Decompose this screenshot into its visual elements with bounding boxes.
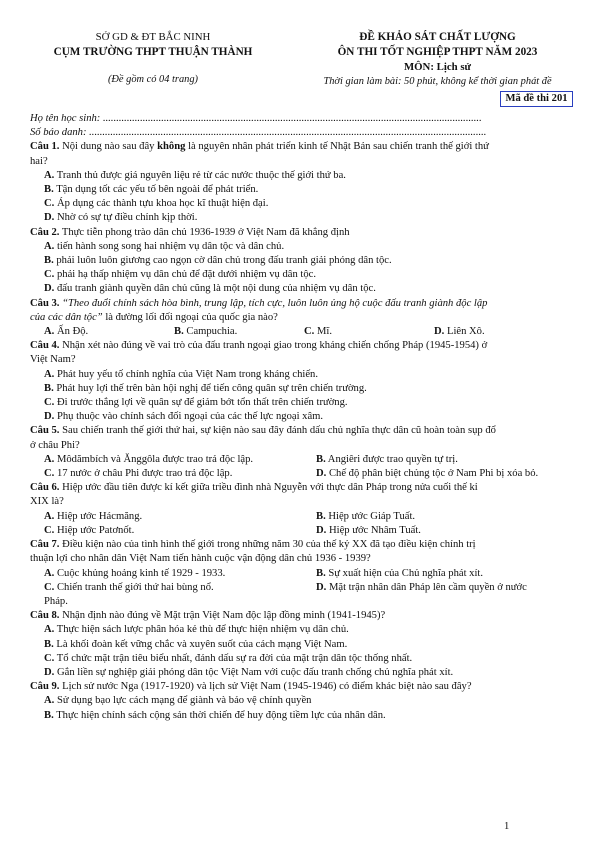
question-number: Câu 1.: [30, 141, 60, 153]
exam-content: [30, 112, 575, 723]
option-d[interactable]: [302, 581, 574, 595]
option-text: Thực hiện sách lược phân hóa kẻ thù để thực hiện nhiệm vụ dân chủ.: [56, 624, 349, 636]
option-label: C.: [44, 269, 55, 281]
option-text: phải luôn luôn giương cao ngọn cờ dân chủ trong đấu tranh giải phóng dân tộc.: [56, 255, 392, 267]
question-text: XIX là?: [30, 496, 64, 508]
option-label: A.: [44, 624, 55, 636]
question-text: Lịch sử nước Nga (1917-1920) và lịch sử Việt Nam (1945-1946) có điểm khác biệt nào sau đây?: [62, 681, 472, 693]
question-number: Câu 6.: [30, 482, 60, 494]
option-text: Mặt trận nhân dân Pháp lên cầm quyền ở nước: [328, 581, 527, 593]
option-label: B.: [44, 709, 54, 721]
option-label: A.: [44, 695, 55, 707]
question-number: Câu 9.: [30, 681, 60, 693]
option-label: C.: [44, 581, 55, 593]
option-d[interactable]: [434, 325, 564, 339]
subject-label: MÔN: Lịch sử: [403, 61, 472, 73]
option-c[interactable]: [304, 325, 434, 339]
option-label: A.: [44, 326, 55, 338]
option-text: Phát huy lợi thế trên bàn hội nghị để tiến công quân sự trên chiến trường.: [56, 382, 367, 394]
option-d-continuation: Pháp.: [44, 595, 68, 607]
exam-title: ĐỀ KHẢO SÁT CHẤT LƯỢNG: [359, 31, 516, 43]
option-label: D.: [316, 581, 327, 593]
question-number: Câu 5.: [30, 425, 60, 437]
option-text: Tận dụng tốt các yếu tố bên ngoài để phát triển.: [56, 184, 259, 196]
option-label: C.: [44, 524, 55, 536]
option-b[interactable]: [302, 567, 574, 581]
option-label: B.: [174, 326, 184, 338]
question-text: Nhận xét nào đúng về vai trò của đấu tranh ngoại giao trong kháng chiến chống Pháp (1945-1954) ở: [62, 340, 488, 352]
question-text: Hiệp ước đầu tiên được kí kết giữa triều đình nhà Nguyễn với thực dân Pháp trong nửa cuối thế kỉ: [62, 482, 478, 494]
option-label: C.: [44, 468, 55, 480]
option-c[interactable]: [30, 524, 302, 538]
option-text: Đi trước thắng lợi về quân sự để giảm bớt tổn thất trên chiến trường.: [56, 397, 348, 409]
option-b[interactable]: [302, 510, 574, 524]
option-c[interactable]: [30, 268, 575, 282]
school-cluster-name: CỤM TRƯỜNG THPT THUẬN THÀNH: [53, 46, 253, 58]
option-text: Môdămbích và Ănggôla được trao trả độc lập.: [56, 453, 254, 465]
option-c[interactable]: [30, 467, 302, 481]
question-text: thuận lợi cho nhân dân Việt Nam tiến hành cuộc vận động dân chủ 1936 - 1939?: [30, 553, 371, 565]
option-label: A.: [44, 240, 55, 252]
exam-code-box: Mã đề thi 201: [500, 91, 573, 107]
option-c[interactable]: [30, 396, 575, 410]
option-b[interactable]: [30, 709, 575, 723]
option-label: A.: [44, 368, 55, 380]
option-label: C.: [44, 198, 55, 210]
options-row: [30, 467, 575, 481]
option-a[interactable]: [30, 567, 302, 581]
question-text: Sau chiến tranh thế giới thứ hai, sự kiện nào sau đây đánh dấu chủ nghĩa thực dân cũ hoàn toàn sụp đổ: [62, 425, 496, 437]
question-2: [30, 226, 575, 240]
option-d[interactable]: [30, 211, 575, 225]
option-text: Tranh thủ được giá nguyên liệu rẻ từ các nước thuộc thế giới thứ ba.: [56, 169, 346, 181]
option-label: A.: [44, 510, 55, 522]
option-label: B.: [44, 382, 54, 394]
header-right: [290, 30, 585, 89]
option-label: B.: [44, 638, 54, 650]
question-3: [30, 297, 575, 325]
option-text: Tổ chức mặt trận tiêu biểu nhất, đánh dấu sự ra đời của mặt trận dân tộc thống nhất.: [56, 652, 413, 664]
question-text: ở châu Phi?: [30, 439, 80, 451]
option-b[interactable]: [302, 453, 574, 467]
option-text: Hiệp ước Patơnốt.: [56, 524, 135, 536]
question-text: Nội dung nào sau đây: [62, 141, 155, 153]
student-name-label: Họ tên học sinh:: [30, 113, 101, 124]
options-row: [30, 567, 575, 581]
option-label: C.: [304, 326, 315, 338]
options-row: [30, 453, 575, 467]
student-name-line: [30, 112, 575, 126]
question-text: là đường lối đối ngoại của quốc gia nào?: [105, 311, 278, 323]
option-text: Hiệp ước Hácmăng.: [56, 510, 143, 522]
option-text: Angiêri được trao quyền tự trị.: [327, 453, 458, 465]
option-label: B.: [316, 453, 326, 465]
option-text: Campuchia.: [186, 326, 238, 338]
option-text: phải hạ thấp nhiệm vụ dân chủ để đặt dưới nhiệm vụ dân tộc.: [56, 269, 317, 281]
option-label: C.: [44, 652, 55, 664]
option-label: D.: [44, 411, 55, 423]
question-4: [30, 339, 575, 367]
question-text: là nguyên nhân phát triển kinh tế Nhật Bản sau chiến tranh thế giới thứ: [188, 141, 489, 153]
option-text: Hiệp ước Nhâm Tuất.: [328, 524, 421, 536]
question-number: Câu 4.: [30, 340, 60, 352]
question-text: Thực tiễn phong trào dân chủ 1936-1939 ở Việt Nam đã khẳng định: [61, 226, 350, 238]
option-c[interactable]: [30, 652, 575, 666]
option-text: Sử dụng bạo lực cách mạng để giành và bảo vệ chính quyền: [56, 695, 312, 707]
option-label: B.: [316, 510, 326, 522]
option-text: Sự xuất hiện của Chủ nghĩa phát xít.: [328, 567, 483, 579]
option-d[interactable]: [30, 666, 575, 680]
option-text: Áp dụng các thành tựu khoa học kĩ thuật hiện đại.: [56, 198, 269, 210]
option-b[interactable]: [30, 382, 575, 396]
option-text: Hiệp ước Giáp Tuất.: [328, 510, 416, 522]
department-name: SỞ GD & ĐT BẮC NINH: [95, 31, 211, 43]
page-count-note: (Đề gồm có 04 trang): [107, 74, 199, 85]
options-row: [30, 510, 575, 524]
exam-subtitle: ÔN THI TỐT NGHIỆP THPT NĂM 2023: [337, 46, 538, 58]
option-d[interactable]: [302, 524, 574, 538]
option-d[interactable]: [30, 410, 575, 424]
option-text: tiến hành song song hai nhiệm vụ dân tộc và dân chủ.: [56, 240, 285, 252]
question-text: Việt Nam?: [30, 354, 76, 366]
options-row: [30, 325, 575, 339]
header-left: [28, 30, 278, 87]
option-b[interactable]: [174, 325, 304, 339]
question-text: hai?: [30, 155, 48, 167]
question-keyword: không: [157, 141, 186, 153]
option-a[interactable]: [44, 325, 174, 339]
option-text: Nhờ có sự tự điều chỉnh kịp thời.: [56, 212, 198, 224]
option-label: A.: [44, 567, 55, 579]
option-text: Phụ thuộc vào chính sách đối ngoại của các thế lực ngoại xâm.: [56, 411, 324, 423]
option-label: D.: [316, 468, 327, 480]
candidate-number-line: [30, 126, 575, 140]
option-label: D.: [316, 524, 327, 536]
option-label: B.: [44, 184, 54, 196]
question-5: [30, 424, 575, 452]
option-c[interactable]: [30, 197, 575, 211]
option-label: D.: [44, 666, 55, 678]
question-9: [30, 680, 575, 694]
option-b[interactable]: [30, 254, 575, 268]
option-b[interactable]: [30, 183, 575, 197]
options-row: [30, 581, 575, 595]
exam-duration: Thời gian làm bài: 50 phút, không kể thời gian phát đề: [323, 76, 552, 87]
question-1: [30, 140, 575, 168]
option-text: Liên Xô.: [446, 326, 485, 338]
question-6: [30, 481, 575, 509]
option-label: C.: [44, 397, 55, 409]
option-a[interactable]: [30, 169, 575, 183]
option-text: Ấn Độ.: [56, 326, 89, 338]
question-text: Nhận định nào đúng về Mặt trận Việt Nam độc lập đồng minh (1941-1945)?: [62, 610, 386, 622]
option-text: 17 nước ở châu Phi được trao trả độc lập.: [56, 468, 233, 480]
question-number: Câu 3.: [30, 297, 60, 309]
candidate-number-label: Số báo danh:: [30, 127, 87, 139]
question-text: Điều kiện nào của tình hình thế giới trong những năm 30 của thế kỷ XX đã tạo điều kiện chính trị: [62, 539, 476, 551]
option-label: D.: [44, 212, 55, 224]
option-label: A.: [44, 453, 55, 465]
option-a[interactable]: [30, 453, 302, 467]
option-a[interactable]: [30, 694, 575, 708]
option-text: Gắn liền sự nghiệp giải phóng dân tộc Việt Nam với cuộc đấu tranh chống chủ nghĩa phát xít.: [56, 666, 454, 678]
option-label: B.: [316, 567, 326, 579]
option-c[interactable]: [30, 581, 302, 595]
question-quote: của các dân tộc”: [30, 311, 103, 323]
option-text: Chiến tranh thế giới thứ hai bùng nổ.: [56, 581, 214, 593]
options-row: [30, 524, 575, 538]
question-number: Câu 7.: [30, 539, 60, 551]
question-number: Câu 2.: [30, 226, 60, 238]
question-quote: “Theo đuổi chính sách hòa bình, trung lập, tích cực, luôn luôn ủng hộ cuộc đấu tranh giành độc lập: [62, 297, 488, 309]
page-number: 1: [504, 821, 510, 832]
option-a[interactable]: [30, 623, 575, 637]
option-d[interactable]: [302, 467, 574, 481]
option-a[interactable]: [30, 240, 575, 254]
option-a[interactable]: [30, 368, 575, 382]
option-text: đấu tranh giành quyền dân chủ cũng là một nội dung của nhiệm vụ dân tộc.: [56, 283, 376, 295]
option-text: Cuộc khủng hoảng kinh tế 1929 - 1933.: [56, 567, 226, 579]
option-a[interactable]: [30, 510, 302, 524]
option-label: B.: [44, 255, 54, 267]
option-d[interactable]: [30, 282, 575, 296]
question-8: [30, 609, 575, 623]
question-number: Câu 8.: [30, 610, 60, 622]
option-text: Là khối đoàn kết vững chắc và xuyên suốt của cách mạng Việt Nam.: [56, 638, 348, 650]
option-label: D.: [434, 326, 445, 338]
option-label: D.: [44, 283, 55, 295]
option-text: Thực hiện chính sách cộng sản thời chiến để huy động tiềm lực của nhân dân.: [56, 709, 386, 721]
candidate-number-field[interactable]: ......................................................................................................................................................: [89, 127, 487, 139]
option-text: Mĩ.: [316, 326, 332, 338]
option-b[interactable]: [30, 638, 575, 652]
student-name-field[interactable]: ...............................................................................................................................................: [102, 113, 482, 124]
question-7: [30, 538, 575, 566]
option-text: Phát huy yếu tố chính nghĩa của Việt Nam trong kháng chiến.: [56, 368, 318, 380]
option-label: A.: [44, 169, 55, 181]
option-text: Chế độ phân biệt chủng tộc ở Nam Phi bị xóa bỏ.: [328, 468, 539, 480]
